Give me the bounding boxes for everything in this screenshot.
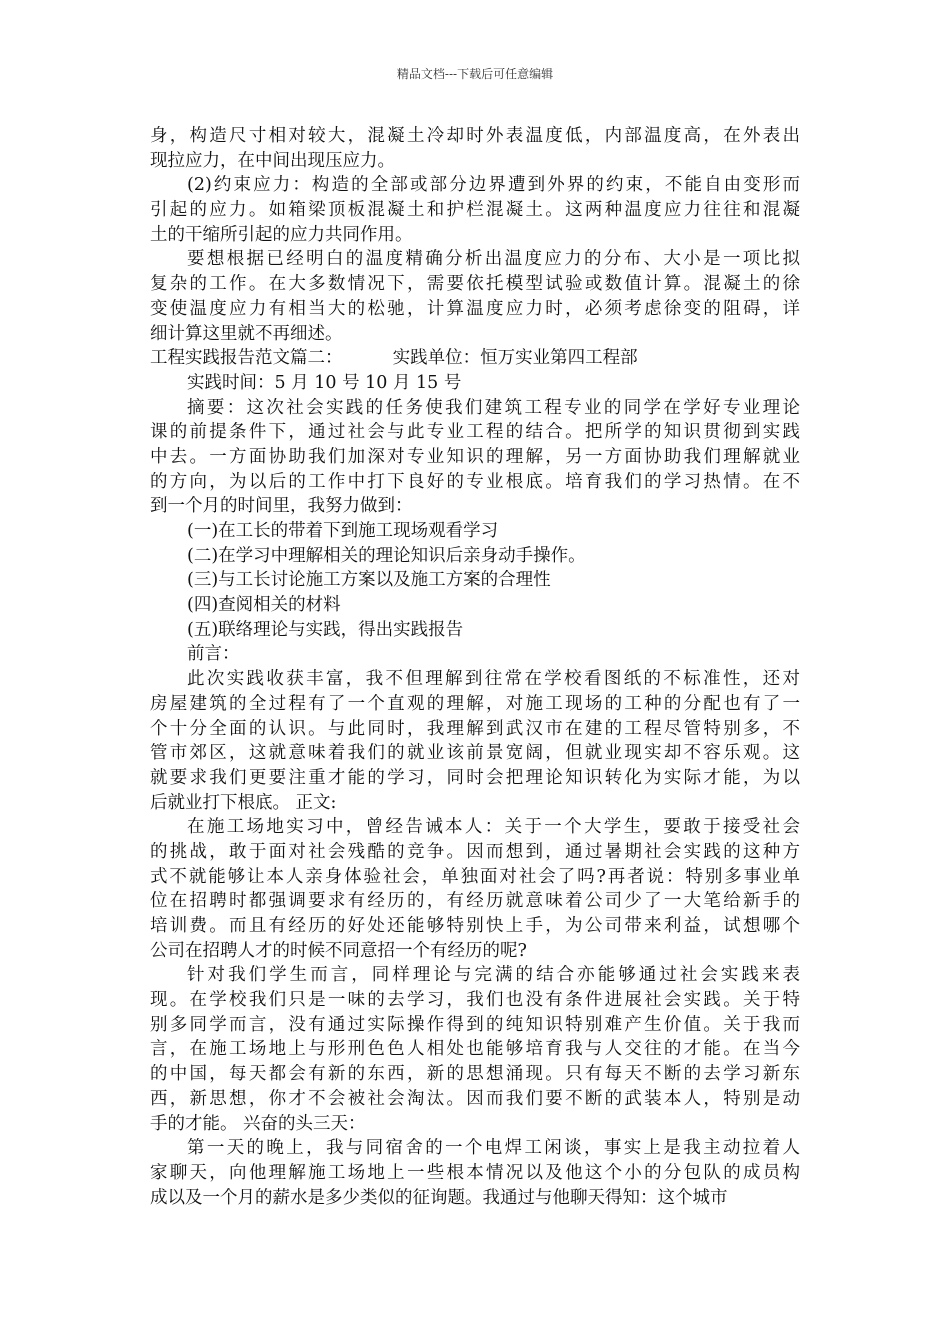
text-line: (三)与工长讨论施工方案以及施工方案的合理性 <box>187 570 551 591</box>
text-line: 家聊天，向他理解施工场地上一些根本情况以及他这个小的分包队的成员构 <box>150 1162 800 1183</box>
text-line: 管市郊区，这就意味着我们的就业该前景宽阔，但就业现实却不容乐观。这 <box>150 743 800 764</box>
paragraph <box>150 667 800 815</box>
text-line: (四)查阅相关的材料 <box>187 595 341 616</box>
text-line: 土的干缩所引起的应力共同作用。 <box>150 224 413 245</box>
page-header: 精品文档---下载后可任意编辑 <box>396 67 554 81</box>
paragraph <box>150 815 800 963</box>
text-line: 第一天的晚上，我与同宿舍的一个电焊工闲谈，事实上是我主动拉着人 <box>187 1138 800 1159</box>
text-line: 前言： <box>187 644 240 665</box>
text-line: 复杂的工作。在大多数情况下，需要依托模型试验或数值计算。混凝土的徐 <box>150 274 800 295</box>
paragraph <box>150 568 800 593</box>
text-line: 现拉应力，在中间出现压应力。 <box>150 150 395 171</box>
paragraph <box>150 247 800 346</box>
text-line: 在施工场地实习中，曾经告诫本人：关于一个大学生，要敢于接受社会 <box>187 817 800 838</box>
text-line: (一)在工长的带着下到施工现场观看学习 <box>187 521 499 541</box>
text-line: 后就业打下根底。 正文: <box>150 792 337 813</box>
paragraph <box>150 346 800 371</box>
text-line: (五)联络理论与实践，得出实践报告 <box>187 619 464 640</box>
text-line: 现。在学校我们只是一味的去学习，我们也没有条件进展社会实践。关于特 <box>150 990 800 1011</box>
text-line: 个十分全面的认识。与此同时，我理解到武汉市在建的工程尽管特别多，不 <box>150 718 800 739</box>
paragraph <box>150 173 800 247</box>
text-line: 变使温度应力有相当大的松驰，计算温度应力时，必须考虑徐变的阻碍，详 <box>150 298 800 319</box>
text-line: 到一个月的时间里，我努力做到： <box>150 496 413 517</box>
paragraph <box>150 544 800 569</box>
text-line: 培训费。而且有经历的好处还能够特别快上手，为公司带来利益，试想哪个 <box>150 916 800 936</box>
text-line: 课的前提条件下，通过社会与此专业工程的结合。把所学的知识贯彻到实践 <box>150 422 800 443</box>
text-line: 房屋建筑的全过程有了一个直观的理解，对施工现场的工种的分配也有了一 <box>150 693 800 714</box>
text-line: (二)在学习中理解相关的理论知识后亲身动手操作。 <box>187 545 586 566</box>
paragraph <box>150 642 800 667</box>
paragraph <box>150 519 800 544</box>
text-line: 成以及一个月的薪水是多少类似的征询题。我通过与他聊天得知：这个城市 <box>150 1187 728 1208</box>
paragraph <box>150 963 800 1136</box>
text-line: 公司在招聘人才的时候不同意招一个有经历的呢? <box>150 940 527 961</box>
text-line: 位在招聘时都强调要求有经历的，有经历就意味着公司少了一大笔给新手的 <box>150 891 800 912</box>
text-line: 身，构造尺寸相对较大，混凝土冷却时外表温度低，内部温度高，在外表出 <box>150 126 800 146</box>
text-line: 要想根据已经明白的温度精确分析出温度应力的分布、大小是一项比拟 <box>187 249 800 270</box>
text-line: 的中国，每天都会有新的东西，新的思想涌现。只有每天不断的去学习新东 <box>150 1064 800 1085</box>
text-line: 摘要：这次社会实践的任务使我们建筑工程专业的同学在学好专业理论 <box>187 397 800 418</box>
text-line: 此次实践收获丰富，我不但理解到往常在学校看图纸的不标准性，还对 <box>187 669 800 690</box>
text-line: 言，在施工场地上与形刑色色人相处也能够培育我与人交往的才能。在当今 <box>150 1039 800 1060</box>
paragraph <box>150 124 800 173</box>
paragraph <box>150 371 800 396</box>
text-line: 中去。一方面协助我们加深对专业知识的理解，另一方面协助我们理解就业 <box>150 446 800 467</box>
text-line: (2)约束应力：构造的全部或部分边界遭到外界的约束，不能自由变形而 <box>187 175 800 196</box>
paragraph <box>150 618 800 643</box>
text-line: 的挑战，敢于面对社会残酷的竞争。因而想到，通过暑期社会实践的这种方 <box>150 841 800 862</box>
text-line: 的方向，为以后的工作中打下良好的专业根底。培育我们的学习热情。在不 <box>150 471 800 492</box>
text-line: 西，新思想，你才不会被社会淘汰。因而我们要不断的武装本人，特别是动 <box>150 1088 800 1109</box>
text-line: 针对我们学生而言，同样理论与完满的结合亦能够通过社会实践来表 <box>187 965 800 986</box>
text-line: 细计算这里就不再细述。 <box>150 323 343 344</box>
document-body <box>150 124 800 1210</box>
text-line: 手的才能。 兴奋的头三天： <box>150 1113 366 1134</box>
text-line: 引起的应力。如箱梁顶板混凝土和护栏混凝土。这两种温度应力往往和混凝 <box>150 200 800 221</box>
text-line: 工程实践报告范文篇二： 实践单位：恒万实业第四工程部 <box>150 348 638 369</box>
paragraph <box>150 396 800 519</box>
paragraph <box>150 1136 800 1210</box>
text-line: 就要求我们更要注重才能的学习，同时会把理论知识转化为实际才能，为以 <box>150 767 800 788</box>
paragraph <box>150 593 800 618</box>
text-line: 别多同学而言，没有通过实际操作得到的纯知识特别难产生价值。关于我而 <box>150 1014 800 1035</box>
text-line: 实践时间：5 月 10 号 10 月 15 号 <box>187 372 462 393</box>
text-line: 式不就能够让本人亲身体验社会，单独面对社会了吗?再者说：特别多事业单 <box>150 866 800 887</box>
